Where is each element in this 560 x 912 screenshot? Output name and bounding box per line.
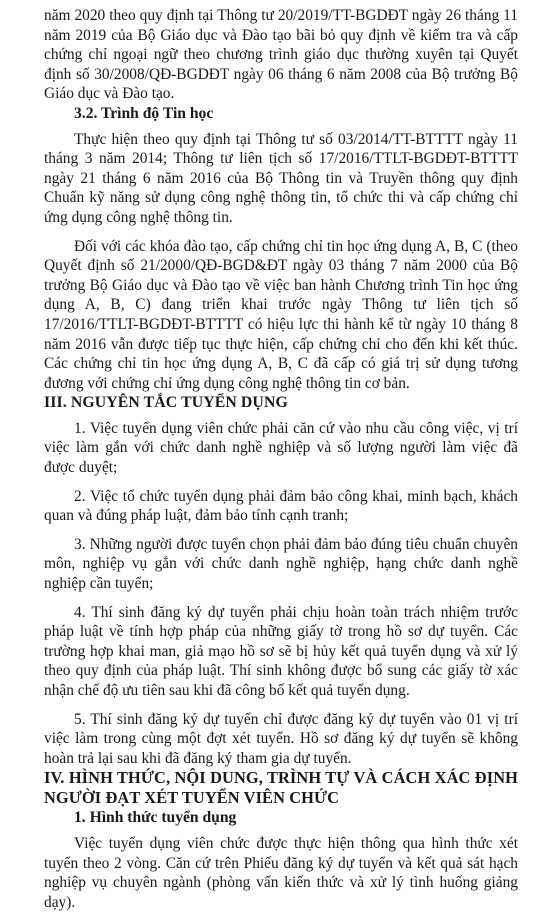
paragraph-III-4: 4. Thí sinh đăng ký dự tuyển phải chịu hoàn toàn trách nhiệm trước pháp luật về tính hợp pháp của những giấy tờ trong hồ sơ dự tuyển. Các trường hợp khai man, giả mạo hồ sơ sẽ bị hủy kết quả tuyển dụng và xử lý theo quy định của pháp luật. Thí sinh không được bổ sung các giấy tờ xác nhận chế độ ưu tiên sau khi đã công bố kết quả tuyển dụng. — [44, 603, 518, 699]
heading-IV-1: 1. Hình thức tuyển dụng — [74, 809, 237, 827]
paragraph-III-3: 3. Những người được tuyển chọn phải đảm bảo đúng tiêu chuẩn chuyên môn, nghiệp vụ gắn với chức danh nghề nghiệp, hạng chức danh nghề nghiệp cần tuyển; — [44, 535, 518, 593]
paragraph-IV-1: Việc tuyển dụng viên chức được thực hiện thông qua hình thức xét tuyển theo 2 vòng. Căn cứ trên Phiếu đăng ký dự tuyển và kết quả sát hạch nghiệp vụ chuyên ngành (phòng vấn kiến thức và xử lý tình huống giảng dạy). — [44, 834, 518, 911]
heading-III: III. NGUYÊN TẮC TUYỂN DỤNG — [44, 394, 288, 412]
heading-3-2: 3.2. Trình độ Tin học — [74, 104, 214, 122]
paragraph-III-2: 2. Việc tổ chức tuyển dụng phải đảm bảo công khai, minh bạch, khách quan và đúng pháp luật, đảm bảo tính cạnh tranh; — [44, 487, 518, 525]
paragraph-3-2-a: Thực hiện theo quy định tại Thông tư số 03/2014/TT-BTTTT ngày 11 tháng 3 năm 2014; Thông tư liên tịch số 17/2016/TTLT-BGDĐT-BTTTT ngày 21 tháng 6 năm 2016 của Bộ Thông tin và Truyền thông quy định Chuẩn kỹ năng sử dụng công nghệ thông tin, tổ chức thi và cấp chứng chỉ ứng dụng công nghệ thông tin. — [44, 130, 518, 226]
paragraph-3-2-b: Đối với các khóa đào tạo, cấp chứng chỉ tin học ứng dụng A, B, C (theo Quyết định số 21/2000/QĐ-BGD&ĐT ngày 03 tháng 7 năm 2000 của Bộ trưởng Bộ Giáo dục và Đào tạo về việc ban hành Chương trình Tin học ứng dụng A, B, C) đang triển khai trước ngày Thông tư liên tịch số 17/2016/TTLT-BGDĐT-BTTTT có hiệu lực thi hành kể từ ngày 10 tháng 8 năm 2016 vẫn được tiếp tục thực hiện, cấp chứng chỉ cho đến khi kết thúc. Các chứng chỉ tin học ứng dụng A, B, C đã cấp có giá trị sử dụng tương đương với chứng chỉ ứng dụng công nghệ thông tin cơ bản. — [44, 237, 518, 392]
paragraph-intro: năm 2020 theo quy định tại Thông tư 20/2019/TT-BGDĐT ngày 26 tháng 11 năm 2019 của Bộ Giáo dục và Đào tạo bãi bỏ quy định về kiểm tra và cấp chứng chỉ ngoại ngữ theo chương trình giáo dục thường xuyên tại Quyết định số 30/2008/QĐ-BGDĐT ngày 06 tháng 6 năm 2008 của Bộ trưởng Bộ Giáo dục và Đào tạo. — [44, 7, 518, 103]
heading-IV: IV. HÌNH THỨC, NỘI DUNG, TRÌNH TỰ VÀ CÁCH XÁC ĐỊNH NGƯỜI ĐẠT XÉT TUYỂN VIÊN CHỨC — [44, 768, 518, 808]
paragraph-III-1: 1. Việc tuyển dụng viên chức phải căn cứ vào nhu cầu công việc, vị trí việc làm gắn với chức danh nghề nghiệp và số lượng người làm việc đã được duyệt; — [44, 419, 518, 477]
paragraph-III-5: 5. Thí sinh đăng ký dự tuyển chỉ được đăng ký dự tuyển vào 01 vị trí việc làm trong cùng một đợt xét tuyển. Hồ sơ đăng ký dự tuyển sẽ không hoàn trả lại sau khi đã đăng ký tham gia dự tuyển. — [44, 710, 518, 767]
